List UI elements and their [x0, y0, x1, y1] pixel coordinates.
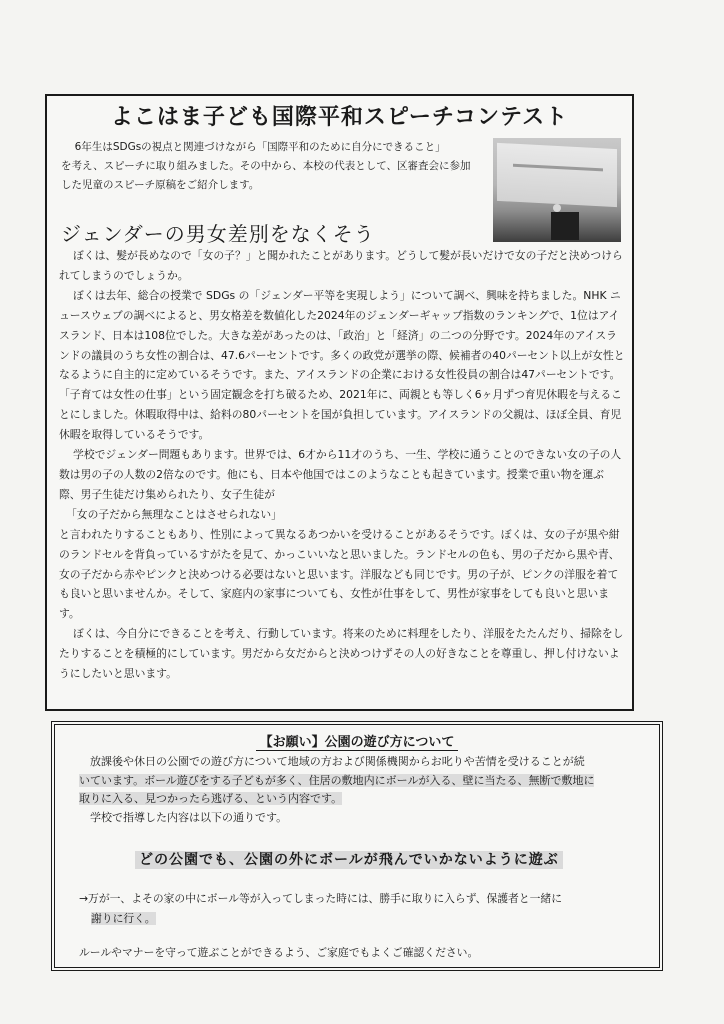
closing-text: ルールやマナーを守って遊ぶことができるよう、ご家庭でもよくご確認ください。	[79, 946, 479, 959]
request-line: いています。ボール遊びをする子どもが多く、住居の敷地内にボールが入る、壁に当たる、無断で敷地に	[79, 773, 595, 787]
park-request-section	[51, 721, 663, 971]
request-title: 【お願い】公園の遊び方について	[55, 731, 659, 750]
speech-paragraph: ぼくは去年、総合の授業で SDGs の「ジェンダー平等を実現しよう」について調べ、興味を持ちました。NHK ニュースウェブの調べによると、男女格差を数値化した2024年のジェンダーギャップ指数のランキングで、1位はアイスランド、日本は108位でした。大きな差があったのは、「政治」と「経済」の二つの分野です。2024年のアイスランドの議員のうち女性の割合は、47.6パーセントです。多くの政党が選挙の際、候補者の40パーセント以上が女性となるように自主的に定めているそうです。また、アイスランドの企業における女性役員の割合は47パーセントです。「子育ては女性の仕事」という固定観念を打ち破るため、2021年に、両親とも等しく6ヶ月ずつ育児休暇を与えることにしました。休暇取得中は、給料の80パーセントを国が負担しています。アイスランドの父親は、ほぼ全員、育児休暇を取得しているそうです。	[59, 288, 625, 442]
speech-body	[59, 246, 625, 684]
request-note	[79, 889, 641, 929]
contest-title: よこはま子ども国際平和スピーチコンテスト	[110, 105, 569, 130]
note-line: →万が一、よその家の中にボール等が入ってしまった時には、勝手に取りに入らず、保護者と一緒に	[79, 892, 563, 905]
speech-paragraph: 学校でジェンダー問題もあります。世界では、6才から11才のうち、一生、学校に通うことのできない女の子の人数は男の子の人数の2倍なのです。他にも、日本や他国ではこのようなことも起きています。授業で重い物を運ぶ際、男子生徒だけ集められたり、女子生徒が	[59, 448, 622, 501]
speech-paragraph: と言われたりすることもあり、性別によって異なるあつかいを受けることがあるそうです。ぼくは、女の子が黒や紺のランドセルを背負っているすがたを見て、かっこいいなと思いました。ランドセルの色も、男の子だから黒や青、女の子だから赤やピンクと決めつける必要はないと思います。洋服なども同じです。男の子が、ピンクの洋服を着ても良いと思いませんか。そして、家庭内の家事についても、女性が仕事をして、男性が家事をしても良いと思います。	[59, 527, 620, 621]
contest-intro	[61, 138, 481, 195]
speech-paragraph: ぼくは、髪が長めなので「女の子？」と聞かれたことがあります。どうして髪が長いだけで女の子だと決めつけられてしまうのでしょうか。	[59, 249, 623, 282]
speech-title: ジェンダーの男女差別をなくそう	[61, 222, 375, 246]
contest-photo	[493, 138, 621, 242]
request-line: 学校で指導した内容は以下の通りです。	[90, 810, 288, 824]
intro-line: 6年生はSDGsの視点と関連づけながら「国際平和のために自分にできること」	[74, 141, 446, 153]
podium	[551, 212, 579, 240]
speech-paragraph: ぼくは、今自分にできることを考え、行動しています。将来のために料理をしたり、洋服をたたんだり、掃除をしたりすることを積極的にしています。男だから女だからと決めつけずその人の好きなことを尊重し、押し付けないようにしたいと思います。	[59, 627, 624, 681]
speech-quote: 「女の子だから無理なことはさせられない」	[66, 507, 282, 521]
request-line: 放課後や休日の公園での遊び方について地域の方および関係機関からお叱りや苦情を受けることが続	[90, 755, 585, 768]
request-line: 取りに入る、見つかったら逃げる、という内容です。	[79, 792, 343, 805]
podium-flower	[553, 204, 561, 212]
park-rule: どの公園でも、公園の外にボールが飛んでいかないように遊ぶ	[135, 849, 563, 869]
note-line: 謝りに行く。	[91, 912, 156, 925]
request-body	[79, 753, 641, 827]
intro-line: した児童のスピーチ原稿をご紹介します。	[61, 179, 260, 191]
speech-contest-section	[45, 94, 634, 711]
intro-line: を考え、スピーチに取り組みました。その中から、本校の代表として、区審査会に参加	[61, 160, 471, 172]
stage-screen	[497, 143, 617, 207]
